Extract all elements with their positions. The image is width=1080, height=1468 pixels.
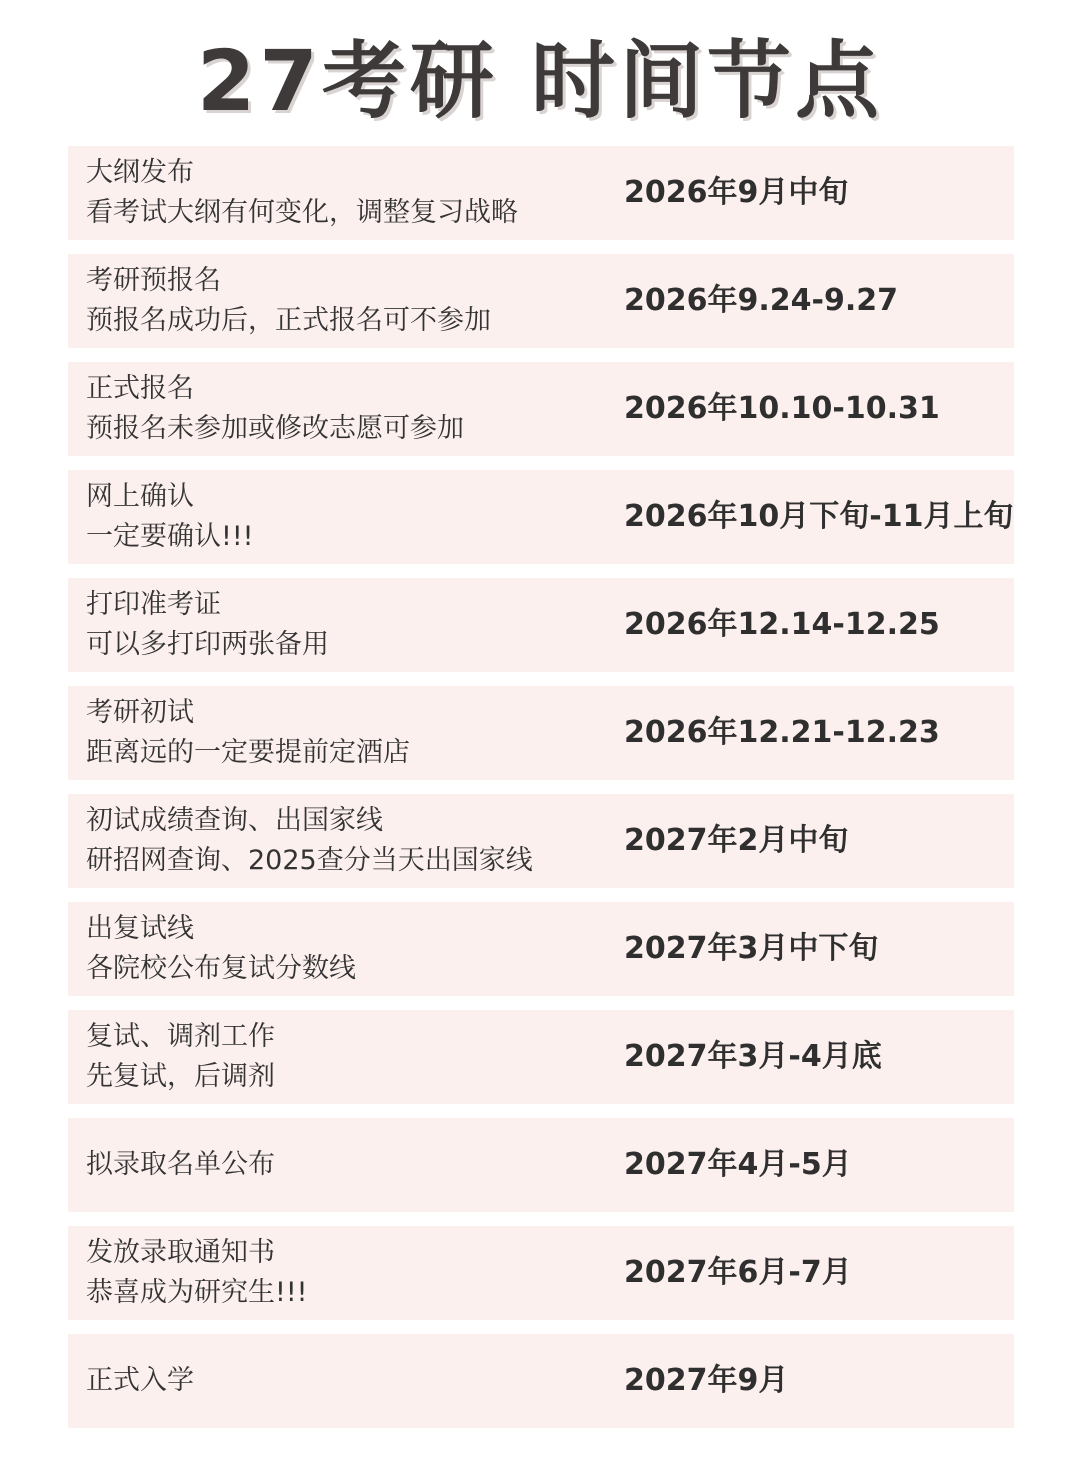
event-date: 2027年6月-7月: [624, 1255, 852, 1290]
timeline-row: [68, 1118, 1014, 1212]
event-name: 考研预报名: [86, 265, 221, 296]
row-text: [86, 902, 606, 996]
event-date: 2026年10月下旬-11月上旬: [624, 499, 1014, 534]
event-desc: 预报名成功后，正式报名可不参加: [86, 305, 491, 336]
event-desc: 各院校公布复试分数线: [86, 953, 356, 984]
row-text: [86, 470, 606, 564]
event-desc: 距离远的一定要提前定酒店: [86, 737, 410, 768]
event-desc: 预报名未参加或修改志愿可参加: [86, 413, 464, 444]
event-date: 2026年9月中旬: [624, 175, 849, 210]
event-name: 正式报名: [86, 373, 194, 404]
event-name: 初试成绩查询、出国家线: [86, 805, 383, 836]
event-name: 正式入学: [86, 1365, 194, 1396]
event-name: 复试、调剂工作: [86, 1021, 275, 1052]
event-name: 出复试线: [86, 913, 194, 944]
timeline-row: [68, 362, 1014, 456]
timeline-list: [68, 146, 1014, 1442]
event-desc: 研招网查询、2025查分当天出国家线: [86, 845, 533, 876]
event-desc: 可以多打印两张备用: [86, 629, 329, 660]
event-date: 2027年2月中旬: [624, 823, 849, 858]
timeline-row: [68, 1010, 1014, 1104]
row-text: [86, 362, 606, 456]
timeline-row: [68, 578, 1014, 672]
event-name: 打印准考证: [86, 589, 221, 620]
event-date: 2026年12.21-12.23: [624, 715, 940, 750]
event-desc: 看考试大纲有何变化，调整复习战略: [86, 197, 518, 228]
row-text: [86, 146, 606, 240]
event-name: 考研初试: [86, 697, 194, 728]
timeline-row: [68, 1334, 1014, 1428]
row-text: [86, 1118, 606, 1212]
event-name: 网上确认: [86, 481, 194, 512]
event-name: 大纲发布: [86, 157, 194, 188]
event-name: 发放录取通知书: [86, 1237, 275, 1268]
timeline-row: [68, 902, 1014, 996]
row-text: [86, 1010, 606, 1104]
timeline-row: [68, 686, 1014, 780]
row-text: [86, 686, 606, 780]
row-text: [86, 1226, 606, 1320]
event-desc: 恭喜成为研究生!!!: [86, 1277, 308, 1308]
event-date: 2027年3月-4月底: [624, 1039, 882, 1074]
timeline-row: [68, 146, 1014, 240]
timeline-row: [68, 1226, 1014, 1320]
row-text: [86, 578, 606, 672]
timeline-row: [68, 794, 1014, 888]
timeline-row: [68, 470, 1014, 564]
row-text: [86, 1334, 606, 1428]
row-text: [86, 794, 606, 888]
event-date: 2026年10.10-10.31: [624, 391, 940, 426]
event-date: 2026年12.14-12.25: [624, 607, 940, 642]
page-title: 27考研 时间节点: [196, 32, 884, 130]
event-date: 2027年4月-5月: [624, 1147, 852, 1182]
event-date: 2027年3月中下旬: [624, 931, 879, 966]
row-text: [86, 254, 606, 348]
event-desc: 先复试，后调剂: [86, 1061, 275, 1092]
timeline-row: [68, 254, 1014, 348]
event-date: 2026年9.24-9.27: [624, 283, 898, 318]
event-date: 2027年9月: [624, 1363, 789, 1398]
event-desc: 一定要确认!!!: [86, 521, 254, 552]
event-name: 拟录取名单公布: [86, 1149, 275, 1180]
